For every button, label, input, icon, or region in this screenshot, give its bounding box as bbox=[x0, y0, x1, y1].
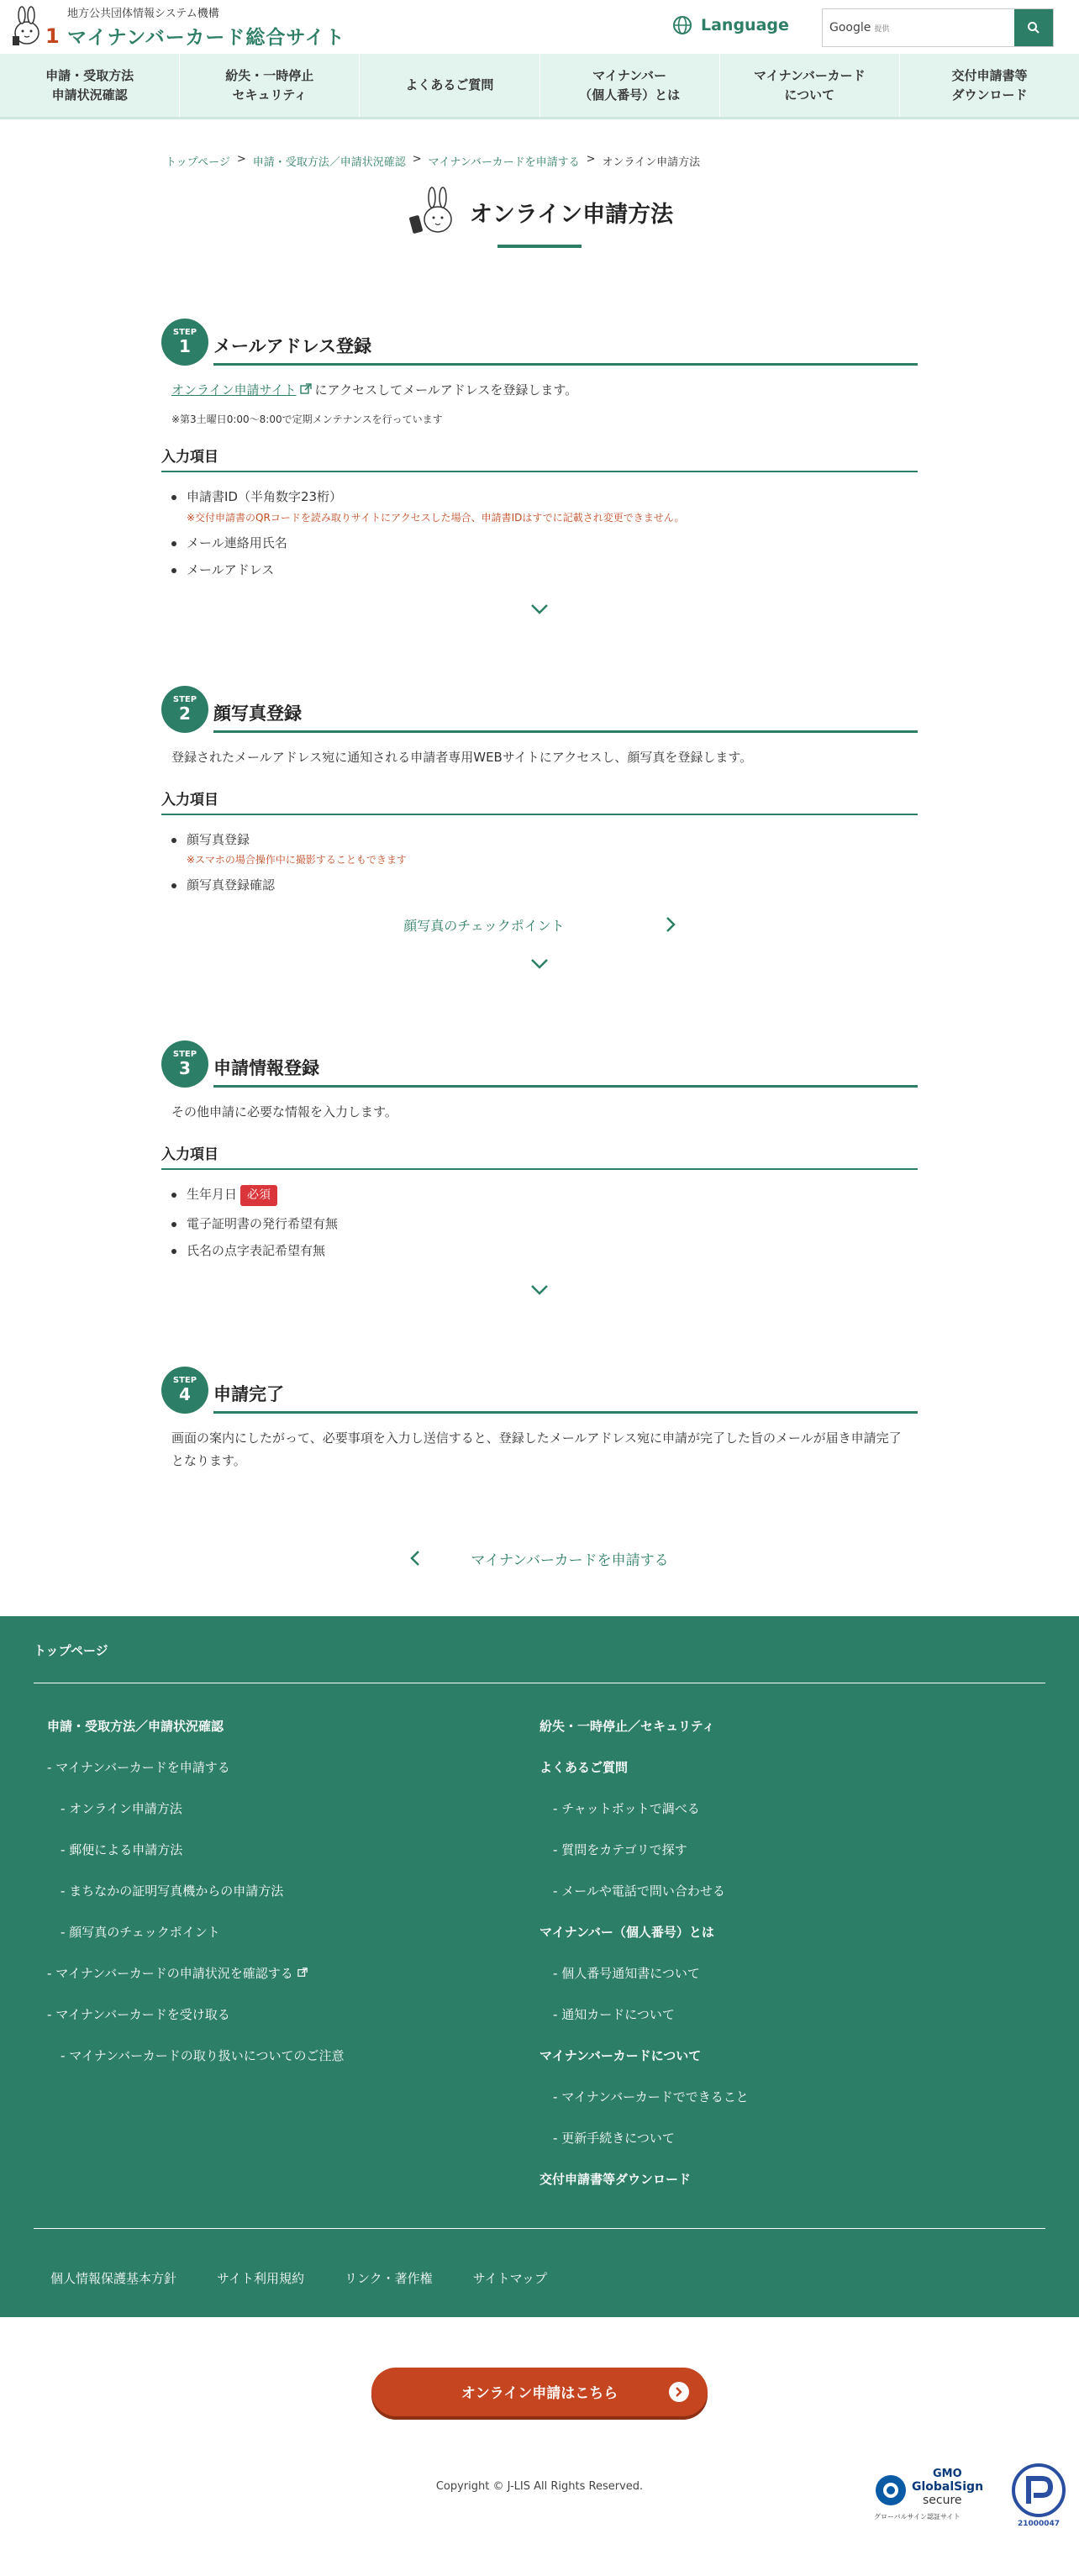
external-link-icon bbox=[297, 1968, 308, 1978]
breadcrumb-current: オンライン申請方法 bbox=[602, 156, 701, 169]
site-footer bbox=[0, 1616, 1079, 2317]
site-search bbox=[822, 8, 1054, 47]
list-item: 顔写真登録確認 bbox=[187, 876, 918, 895]
footer-link[interactable]: 交付申請書等ダウンロード bbox=[540, 2171, 692, 2187]
step-4 bbox=[161, 1367, 918, 1472]
step-badge: STEP 3 bbox=[161, 1040, 208, 1088]
globalsign-seal-icon[interactable] bbox=[874, 2465, 983, 2524]
input-items-list bbox=[161, 487, 918, 580]
chevron-right-icon bbox=[666, 916, 676, 933]
list-item: 顔写真登録 ※スマホの場合操作中に撮影することもできます bbox=[187, 830, 918, 868]
required-badge: 必須 bbox=[240, 1185, 277, 1206]
nav-apply[interactable]: 申請・受取方法 申請状況確認 bbox=[0, 54, 180, 117]
svg-text:グローバルサイン認証サイト: グローバルサイン認証サイト bbox=[874, 2512, 961, 2521]
search-button[interactable] bbox=[1014, 9, 1053, 46]
svg-text:21000047: 21000047 bbox=[1017, 2519, 1061, 2527]
footer-link[interactable]: マイナンバー（個人番号）とは bbox=[540, 1924, 714, 1940]
step-title: 申請完了 bbox=[213, 1383, 284, 1404]
globe-icon bbox=[672, 15, 692, 35]
step-description: 登録されたメールアドレス宛に通知される申請者専用WEBサイトにアクセスし、顔写真を登録します。 bbox=[171, 749, 753, 765]
footer-link[interactable]: - マイナンバーカードの申請状況を確認する bbox=[47, 1964, 540, 1982]
footer-link[interactable]: - 通知カードについて bbox=[553, 2006, 675, 2022]
chevron-left-icon bbox=[410, 1550, 420, 1567]
global-nav bbox=[0, 54, 1079, 119]
footer-link[interactable]: - 更新手続きについて bbox=[553, 2130, 675, 2146]
input-items-list bbox=[161, 830, 918, 895]
footer-link[interactable]: - マイナンバーカードを申請する bbox=[47, 1759, 230, 1775]
chevron-down-icon bbox=[530, 1284, 549, 1296]
external-link-icon bbox=[300, 383, 312, 395]
footer-link[interactable]: - 質問をカテゴリで探す bbox=[553, 1841, 687, 1857]
page-title: オンライン申請方法 bbox=[406, 184, 673, 240]
list-item: 氏名の点字表記希望有無 bbox=[187, 1241, 918, 1261]
list-item: メールアドレス bbox=[187, 561, 918, 580]
search-brand-note: 提供 bbox=[874, 24, 890, 34]
nav-mynumber[interactable]: マイナンバー （個人番号）とは bbox=[540, 54, 720, 117]
step-title: メールアドレス登録 bbox=[213, 336, 371, 356]
language-label: Language bbox=[701, 16, 789, 34]
step-description: オンライン申請サイト にアクセスしてメールアドレスを登録します。 bbox=[171, 382, 578, 398]
svg-text:1: 1 bbox=[45, 24, 60, 48]
step-3 bbox=[161, 1040, 918, 1296]
step-2 bbox=[161, 686, 918, 970]
breadcrumb-top[interactable]: トップページ bbox=[166, 156, 230, 169]
step-badge: STEP 1 bbox=[161, 319, 208, 366]
input-items-heading: 入力項目 bbox=[161, 445, 918, 472]
footer-link[interactable]: よくあるご質問 bbox=[540, 1759, 629, 1775]
site-title: マイナンバーカード総合サイト bbox=[67, 27, 345, 49]
site-header bbox=[0, 0, 1079, 54]
footer-link[interactable]: - 郵便による申請方法 bbox=[61, 1841, 183, 1857]
footer-top-link[interactable]: トップページ bbox=[34, 1641, 1045, 1683]
privacy-mark-icon[interactable] bbox=[1007, 2460, 1071, 2527]
breadcrumb-card-apply[interactable]: マイナンバーカードを申請する bbox=[428, 156, 580, 169]
step-title: 申請情報登録 bbox=[213, 1057, 319, 1078]
photo-checkpoint-link[interactable]: 顔写真のチェックポイント bbox=[161, 915, 918, 935]
svg-text:secure: secure bbox=[923, 2493, 962, 2507]
footer-link[interactable]: - メールや電話で問い合わせる bbox=[553, 1883, 725, 1899]
list-item: メール連絡用氏名 bbox=[187, 534, 918, 553]
language-button[interactable] bbox=[672, 15, 789, 35]
footer-link-sitemap[interactable]: サイトマップ bbox=[472, 2270, 548, 2286]
footer-link[interactable]: - チャットボットで調べる bbox=[553, 1800, 700, 1816]
step-badge: STEP 4 bbox=[161, 1367, 208, 1414]
svg-text:GMO: GMO bbox=[933, 2467, 962, 2480]
back-to-apply-link[interactable]: マイナンバーカードを申請する bbox=[161, 1548, 918, 1596]
org-name: 地方公共団体情報システム機構 bbox=[67, 8, 219, 20]
input-items-heading: 入力項目 bbox=[161, 788, 918, 815]
site-logo[interactable] bbox=[8, 4, 345, 50]
search-brand: Google bbox=[829, 21, 871, 34]
nav-card[interactable]: マイナンバーカード について bbox=[720, 54, 900, 117]
footer-link[interactable]: - 個人番号通知書について bbox=[553, 1965, 700, 1981]
online-apply-cta-button[interactable]: オンライン申請はこちら bbox=[371, 2368, 708, 2416]
footer-link[interactable]: マイナンバーカードについて bbox=[540, 2047, 702, 2063]
main-content bbox=[161, 119, 918, 1596]
chevron-down-icon bbox=[530, 603, 549, 615]
list-item: 生年月日 必須 bbox=[187, 1185, 918, 1206]
search-input[interactable] bbox=[823, 9, 1014, 46]
footer-link-copyright[interactable]: リンク・著作権 bbox=[344, 2270, 433, 2286]
mynumber-mascot-icon bbox=[8, 6, 61, 48]
footer-left-column bbox=[47, 1717, 540, 2211]
online-apply-site-link[interactable]: オンライン申請サイト bbox=[171, 382, 297, 398]
warning-note: ※スマホの場合操作中に撮影することもできます bbox=[187, 854, 407, 866]
footer-right-column bbox=[540, 1717, 1032, 2211]
chevron-right-icon bbox=[675, 2387, 683, 2397]
list-item: 電子証明書の発行希望有無 bbox=[187, 1214, 918, 1234]
chevron-down-icon bbox=[530, 958, 549, 970]
footer-link[interactable]: - マイナンバーカードの取り扱いについてのご注意 bbox=[61, 2047, 345, 2063]
breadcrumb-apply[interactable]: 申請・受取方法／申請状況確認 bbox=[252, 156, 406, 169]
step-1 bbox=[161, 319, 918, 615]
breadcrumb: トップページ > 申請・受取方法／申請状況確認 > マイナンバーカードを申請する > オンライン申請方法 bbox=[166, 153, 701, 169]
list-item: 申請書ID（半角数字23桁） ※交付申請書のQRコードを読み取りサイトにアクセスした場合、申請書IDはすでに記載され変更できません。 bbox=[187, 487, 918, 525]
copyright: Copyright © J-LIS All Rights Reserved. bbox=[435, 2479, 644, 2493]
maintenance-note: ※第3土曜日0:00～8:00で定期メンテナンスを行っています bbox=[171, 414, 443, 425]
input-items-list bbox=[161, 1185, 918, 1261]
footer-link-privacy[interactable]: 個人情報保護基本方針 bbox=[50, 2270, 177, 2286]
step-description: その他申請に必要な情報を入力します。 bbox=[171, 1104, 397, 1119]
footer-link[interactable]: - オンライン申請方法 bbox=[61, 1800, 182, 1816]
footer-link[interactable]: - マイナンバーカードでできること bbox=[553, 2089, 749, 2105]
nav-faq[interactable]: よくあるご質問 bbox=[360, 54, 540, 117]
footer-link[interactable]: - 顔写真のチェックポイント bbox=[61, 1924, 220, 1940]
step-title: 顔写真登録 bbox=[213, 703, 302, 724]
warning-note: ※交付申請書のQRコードを読み取りサイトにアクセスした場合、申請書IDはすでに記載され変更できません。 bbox=[187, 511, 685, 524]
input-items-heading: 入力項目 bbox=[161, 1142, 918, 1170]
footer-link[interactable]: 申請・受取方法／申請状況確認 bbox=[47, 1718, 224, 1734]
step-description: 画面の案内にしたがって、必要事項を入力し送信すると、登録したメールアドレス宛に申請が完了した旨のメールが届き申請完了となります。 bbox=[171, 1430, 902, 1468]
footer-link[interactable]: - まちなかの証明写真機からの申請方法 bbox=[61, 1883, 284, 1899]
footer-bottom-links bbox=[34, 2228, 1045, 2287]
footer-link[interactable]: - マイナンバーカードを受け取る bbox=[47, 2006, 230, 2022]
nav-download[interactable]: 交付申請書等 ダウンロード bbox=[951, 68, 1028, 103]
title-underline bbox=[497, 245, 582, 248]
footer-link[interactable]: 紛失・一時停止／セキュリティ bbox=[540, 1718, 715, 1734]
search-icon bbox=[1027, 21, 1040, 34]
mascot-phone-icon bbox=[406, 184, 461, 240]
nav-lost[interactable]: 紛失・一時停止 セキュリティ bbox=[180, 54, 360, 117]
footer-link-terms[interactable]: サイト利用規約 bbox=[217, 2270, 304, 2286]
step-badge: STEP 2 bbox=[161, 686, 208, 733]
svg-text:GlobalSign: GlobalSign bbox=[912, 2479, 983, 2494]
